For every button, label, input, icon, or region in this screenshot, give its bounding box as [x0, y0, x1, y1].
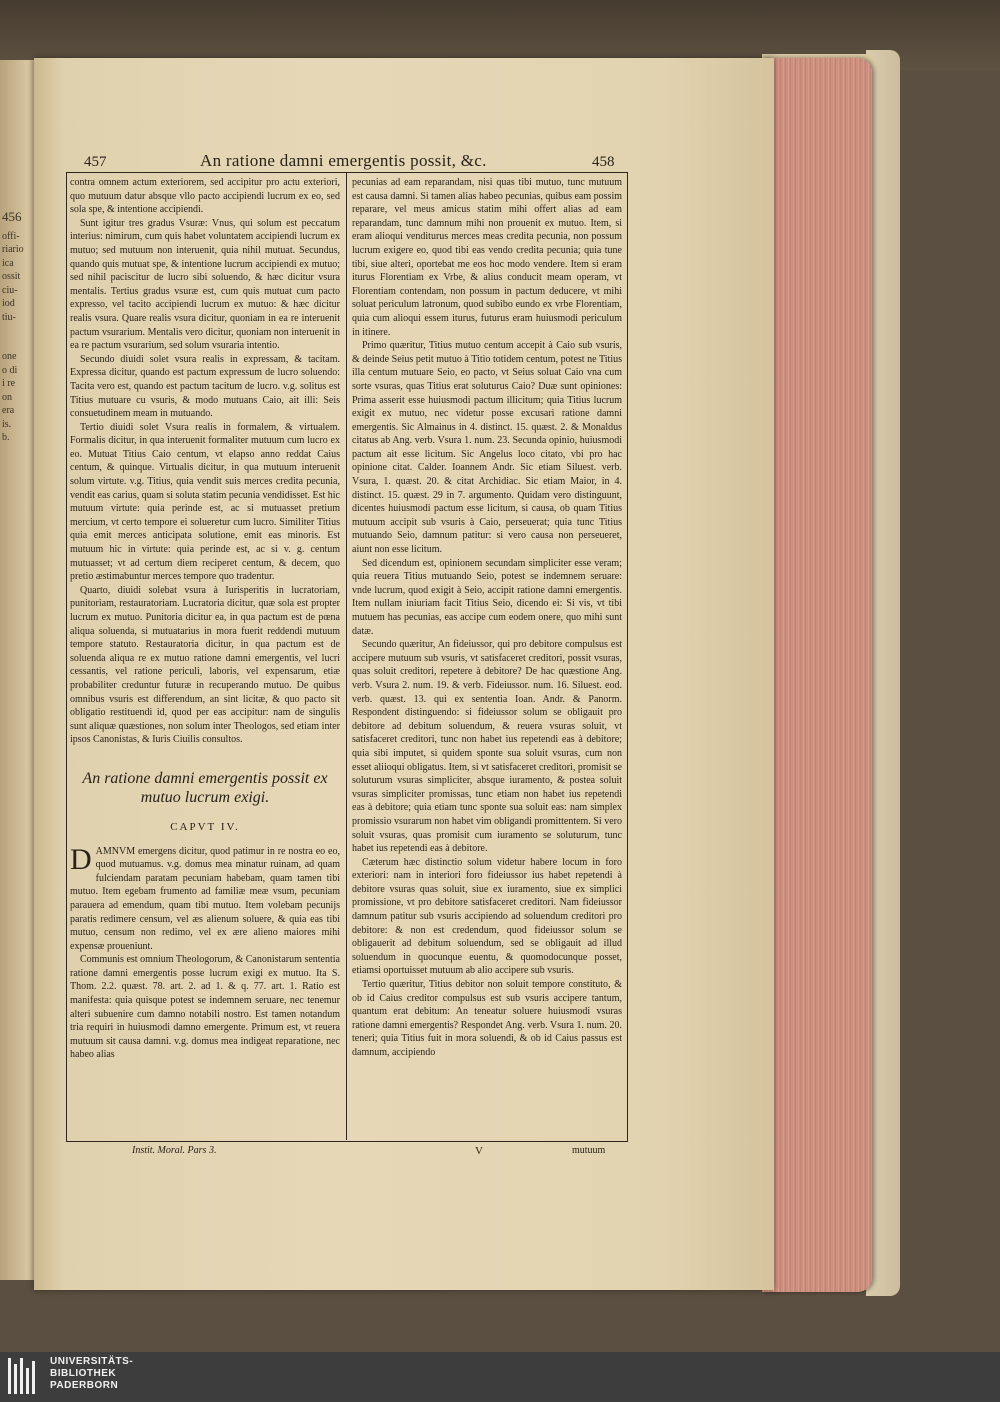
left-page-fragment: is. — [2, 418, 12, 430]
signature-mark: V — [475, 1145, 483, 1157]
page-number-right: 458 — [592, 154, 615, 170]
logo-line: PADERBORN — [50, 1380, 119, 1391]
left-page-fragment: i re — [2, 378, 16, 389]
page-stack-edge — [762, 58, 872, 1292]
logo-line: UNIVERSITÄTS- — [50, 1356, 134, 1367]
chapter-heading: An ratione damni emergentis possit ex mutuo lucrum exigi. — [82, 769, 328, 806]
paragraph: Primo quæritur, Titius mutuo centum accepit à Caio sub vsuris, & deinde Seius petit mutuo à Titio totidem centum, potest ne Titius illa centum mutuare Seio, eo pacto, vt Seius soluat Caio vna cum sorte vsuras, quas Titius erat soluturus Caio? Duæ sunt opiniones: Prima asserit esse huiusmodi pactum illicitum; quia Titius lucrum exigit ex mutuo, nec videtur posse excusari ratione damni emergentis. Sic Almainus in 4. distinct. 15. quæst. 2. & Monaldus citatus ab Ang. verb. Vsura 1. num. 23. Secunda opinio, huiusmodi pactum ait esse licitum. Sic Angelus loco citato, vbi pro hac opinione citat. Calder. Ioannem Andr. Sic etiam Siluest. verb. Vsura, 1. quæst. 20. & citat Archidiac. Sic etiam Maior, in 4. distinct. 15. quæst. 29 in 7. argumento. Quidam vero distinguunt, dicentes huiusmodi pactum esse licitum, si causa, ob quam Titius mutuum accipit sub vsuris à Caio, perseuerat; quia tunc Titius mutuando Seio, damnum patitur: si vero causa non perseueret, aiunt non esse licitum. — [352, 340, 622, 556]
paragraph: Sed dicendum est, opinionem secundam simpliciter esse veram; quia reuera Titius mutuando Seio, potest se indemnem seruare: vnde lucrum, quod exigit à Seio, accipit ratione damni emergentis. Item nullam iniuriam facit Titius Seio, dicendo ei: Si vis, vt tibi mutuem has pecunias, eas accipe cum eodem onere, quo mihi sunt datæ. — [352, 557, 622, 637]
left-page-fragment: b. — [2, 432, 10, 443]
left-column — [70, 176, 340, 1062]
left-page-fragment: ossit — [2, 271, 21, 282]
left-page-fragments — [2, 210, 32, 445]
left-page-fragment: o di — [2, 364, 18, 376]
paragraph: Secundo quæritur, An fideiussor, qui pro debitore compulsus est accipere mutuum sub vsuris, vt satisfaceret creditori, possit vsuras, quas soluit creditori, repetere à debitore? De hac quæstione Ang. verb. Vsura 2. num. 19. & verb. Fideiussor. num. 16. Siluest. eod. verb. quæst. 13. qui ex sententia Ioan. Andr. & Panorm. Respondent distinguendo: si fideiussor solum se obligauit pro debitore ad debitum soluendum, & reuera vsuras soluit, vt satisfaceret creditori, tunc non habet ius repetendi eas à debitore; quia sibi imputet, si quidem sponte sua soluit vsuras, cum non esset aliioqui obligatus. Item, si vt satisfaceret creditori, promisit se soluturum vsuras simpliciter, absque iuramento, & postea soluit vsuras simpliciter promissas, tunc etiam non habet ius repetendi eas à debitore; quia etiam tunc sponte sua soluit eas: nam simplex promissio vsurarum non habet vim obligandi promittentem. Si vero soluit vsuras, quas promisit cum iuramento se soluturum, tunc habet ius repetendi eas à debitore. — [352, 639, 622, 855]
library-banner — [0, 1352, 1000, 1402]
drop-cap: D — [70, 842, 92, 876]
page-number-left: 457 — [84, 154, 107, 170]
paragraph: Tertio quæritur, Titius debitor non soluit tempore constituto, & ob id Caius creditor compulsus est sub vsuris accipere tantum, quantum erat debitum: An teneatur soluere huiusmodi vsuras ratione damni emergentis? Respondet Ang. verb. Vsura 1. num. 20. teneri; quia Titius fuit in mora soluendi, & ob id Caius passus est damnum, accipiendo — [352, 979, 622, 1058]
paragraph: Cæterum hæc distinctio solum videtur habere locum in foro exteriori: nam in interiori foro fideiussor ius habet repetendi à debitore vsuras quas soluit, siue ex iuramento, siue ex simplici promissione, vt pro debitore satisfaceret creditori. Nam fideiussor damnum patitur sub vsuris accipiendo ad soluendum creditori pro debitore: & non est credendum, quod fideiussor solum se obligauerit ad debitum soluendum, sed se obligauit ad illud soluendum in quocunque euentu, & quomodocunque posset, etiamsi oportuisset mutuum ab alio accipere sub vsuris. — [352, 856, 622, 977]
left-page-fragment: iod — [2, 298, 15, 309]
running-title: An ratione damni emergentis possit, &c. — [200, 151, 487, 170]
paragraph: Quarto, diuidi solebat vsura à Iurisperitis in lucratoriam, punitoriam, restauratoriam. Lucratoria dicitur, quæ sola est propter lucrum ex mutuo. Punitoria dicitur ea, in qua pactum est de pœna aliqua soluenda, si mutuatarius in mora fuerit reddendi mutuum tempore statuto. Restauratoria dicitur, in qua pactum est de soluenda aliqua re ex mutuo ratione damni emergentis, vel lucri cessantis, vel ratione periculi, laboris, vel expensarum, etiæ probabiliter creduntur futuræ in recuperando mutuo. De quibus omnibus vsuris est differendum, an sint licitæ, & quo pacto sit obligatio restituendi id, quod per eas accipitur: nam de singulis sunt aliquæ quæstiones, non solum inter Theologos, sed etiam inter ipsos Canonistas, & Iuris Ciuilis consultos. — [70, 584, 340, 746]
logo-line: BIBLIOTHEK — [50, 1368, 117, 1379]
paragraph-with-dropcap — [70, 842, 340, 954]
left-page-fragment: ciu- — [2, 284, 18, 296]
paragraph: Sunt igitur tres gradus Vsuræ: Vnus, qui solum est peccatum interius: nimirum, cum quis habet voluntatem accipiendi lucrum ex mutuo; sed mutuum non interuenit, quia nihil mutuat. Secundus, quando quis mutuat spe, & intentione lucrum accipiendi ex mutuo; sed nihil paciscitur de lucro sibi soluendo, & hæc dicitur vsura mentalis. Tertius gradus vsuræ est, cum quis mutuat cum pacto expresso, vel tacito accipiendi lucrum ex mutuo: & hæc dicitur realis vsura. Quare realis vsura dicitur, quoniam in ea re interuenit pactum vsurarium. Mentalis vero dicitur, quoniam non interuenit in ea re pactum vsurarium, sed solum vsuraria intentio. — [70, 217, 340, 352]
left-page-fragment: riario — [2, 244, 24, 255]
left-page-fragment: tiu- — [2, 311, 16, 323]
paragraph: Tertio diuidi solet Vsura realis in formalem, & virtualem. Formalis dicitur, in qua interuenit formaliter mutuum cum lucro ex eo. Mutuat Titius Caio centum, vt elapso anno reddat Caius centum, & quinque. Virtualis dicitur, in qua mutuum interuenit solum virtute. v.g. Titius, quia vendit suis merces credita pecunia, vendit eas carius, quam si soluta statim pecunia vendidisset. Est hic mutuum virtute: quia perinde est, ac si mutuasset pretium mercium, vt certo tempore ei solueretur cum lucro. Similiter Titius quia emit merces anticipata solutione, emit eas minoris. Est mutuum hic in virtute: quia perinde est, ac si v. g. centum mutuasset; vt ad certum diem reciperet centum, & decem, quo pretio æstimabuntur merces tempore quo tradentur. — [70, 421, 340, 583]
left-page-fragment: 456 — [2, 210, 22, 224]
paragraph: pecunias ad eam reparandam, nisi quas tibi mutuo, tunc mutuum est causa damni. Si tamen alias habeo pecunias, quibus eam possim reparare, vel meus amicus statim mihi offert alias ad eam reparandam, tunc damnum mihi non prouenit ex mutuo. Item, si eram alioqui venditurus merces meas credita pecunia, non possum lucrum exigere eo, quod tibi eas vendo credita pecunia; quia tune tibi, siue alteri, oportebat me eos hoc modo vendere. Item si eram iturus Florentiam ex Vrbe, & alius conducit meam operam, vt Florentiam contendam, non possum in pactum deducere, vt mihi soluat periculum latronum, quod subibo eundo ex vrbe Florentiam, quia cum alioqui essem iturus, futurus eram huiusmodi periculum in itinere. — [352, 177, 622, 338]
paragraph: contra omnem actum exteriorem, sed accipitur pro actu exteriori, quo mutuum datur absque vllo pacto accipiendi lucrum ex eo, sed sola spe, & intentione accipiendi. — [70, 177, 340, 216]
left-page-fragment: one — [2, 351, 17, 362]
paragraph-text: AMNVM emergens dicitur, quod patimur in re nostra eo eo, quod mutuamus. v.g. domus mea minatur ruinam, ad quam fulciendam paratam pecuniam habebam, quam tamen tibi mutuo. Item egebam frumento ad familiæ meæ vsum, pecuniam parauera ad emendum, quam tibi mutuo. Item volebam pecunijs paratis redimere censum, vel æs alienum soluere, & quia eas tibi mutuo, censum non redimo, vel ex ære alieno maiores mihi expensæ proueniunt. — [70, 845, 340, 952]
catchword: mutuum — [572, 1145, 606, 1156]
paragraph: Communis est omnium Theologorum, & Canonistarum sententia ratione damni emergentis posse lucrum exigi ex mutuo. Ita S. Thom. 2.2. quæst. 78. art. 2. ad 1. & q. 77. art. 1. Ratio est manifesta: quia quisque potest se indemnem seruare, nec tenemur alteri subuenire cum damno notabili nostro. Est tamen notandum tria requiri in huiusmodi damno emergente. Primum est, vt reuera mutuum sit causa damni. v.g. domus mea indigeat reparatione, nec habeo alias — [70, 954, 340, 1061]
left-page-fragment: ica — [2, 257, 14, 269]
library-logo-icon — [8, 1358, 38, 1394]
library-logo-text — [50, 1356, 133, 1392]
left-page-fragment: on — [2, 391, 12, 403]
right-column — [352, 176, 622, 1060]
left-page-fragment: era — [2, 405, 15, 416]
left-page-fragment: offi- — [2, 230, 20, 242]
paragraph: Secundo diuidi solet vsura realis in expressam, & tacitam. Expressa dicitur, quando est pactum expressum de lucro soluendo: Tacita vero est, quando est pactum tacitum de lucro. v.g. solitus est Titius mutuare cu vsuris, & modo mutuans Caio, ait illi: Seis consuetudinem meam in mutuando. — [70, 353, 340, 420]
footer-title: Instit. Moral. Pars 3. — [132, 1145, 217, 1156]
column-divider — [346, 172, 347, 1140]
chapter-number: CAPVT IV. — [170, 820, 240, 833]
